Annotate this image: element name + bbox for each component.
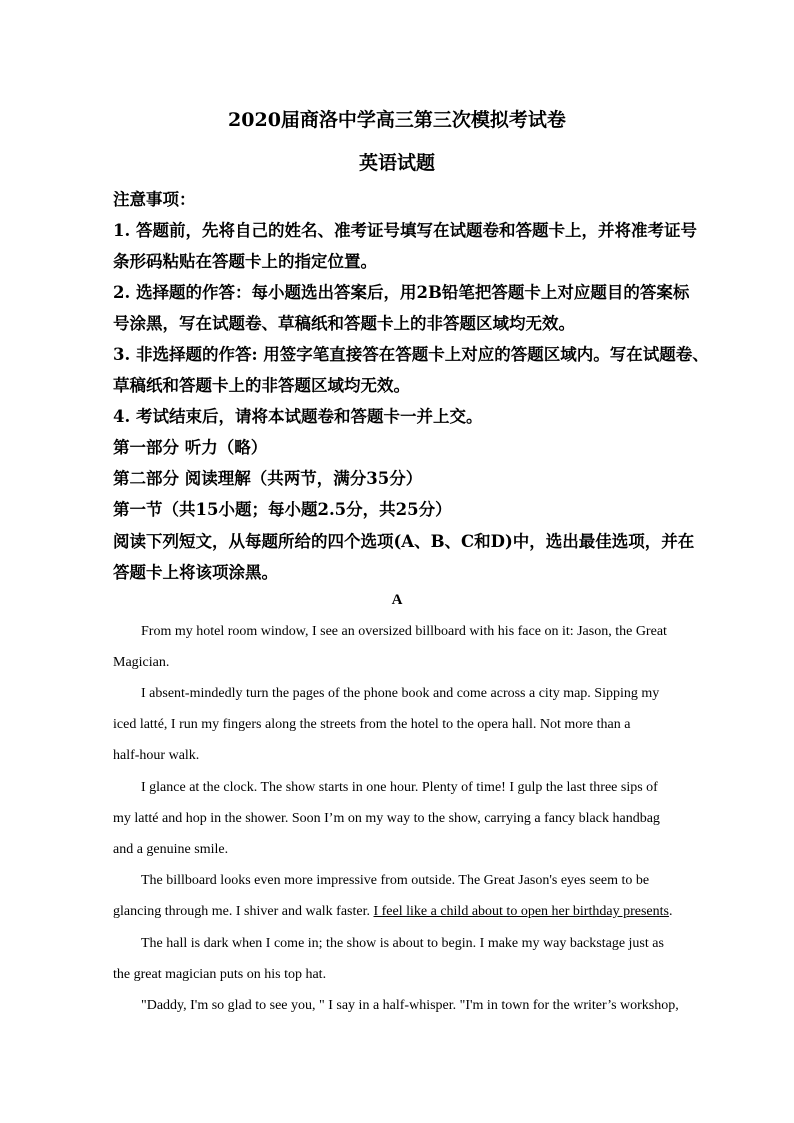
passage-line: The hall is dark when I come in; the show is about to begin. I make my way backstage just as [141, 936, 664, 951]
passage-line: and a genuine smile. [113, 842, 229, 857]
passage-line: the great magician puts on his top hat. [113, 967, 327, 982]
passage-line: The billboard looks even more impressive from outside. The Great Jason's eyes seem to be [141, 873, 650, 888]
part-two-heading: 第二部分 阅读理解（共两节，满分35分） [113, 469, 423, 488]
passage-text: . [668, 904, 673, 919]
note-line: 1. 答题前，先将自己的姓名、准考证号填写在试题卷和答题卡上，并将准考证号 [113, 221, 697, 240]
underlined-sentence: I feel like a child about to open her birthday presents [373, 904, 669, 919]
instruction-line: 答题卡上将该项涂黑。 [113, 563, 278, 582]
passage-line: From my hotel room window, I see an oversized billboard with his face on it: Jason, the Great [141, 624, 667, 639]
section-one-heading: 第一节（共15小题；每小题2.5分，共25分） [113, 500, 452, 519]
passage-line: my latté and hop in the shower. Soon I’m on my way to the show, carrying a fancy black handbag [113, 811, 660, 826]
passage-line: I glance at the clock. The show starts in one hour. Plenty of time! I gulp the last three sips of [141, 780, 658, 795]
passage-line: half-hour walk. [113, 748, 200, 763]
part-one-heading: 第一部分 听力（略） [113, 438, 268, 457]
passage-line: Magician. [113, 655, 170, 670]
passage-label: A [391, 592, 403, 608]
subject-title: 英语试题 [358, 152, 435, 174]
notes-heading: 注意事项： [113, 190, 196, 209]
passage-line: iced latté, I run my fingers along the streets from the hotel to the opera hall. Not more than a [113, 717, 631, 732]
note-line: 2. 选择题的作答：每小题选出答案后，用2B铅笔把答题卡上对应题目的答案标 [113, 283, 690, 302]
passage-line [113, 904, 688, 920]
passage-line: "Daddy, I'm so glad to see you, " I say in a half-whisper. "I'm in town for the writer’s workshop, [141, 998, 679, 1013]
passage-text: glancing through me. I shiver and walk faster. [113, 904, 374, 919]
note-line: 草稿纸和答题卡上的非答题区域均无效。 [113, 376, 410, 395]
exam-title: 2020届商洛中学高三第三次模拟考试卷 [228, 109, 566, 131]
note-line: 号涂黑，写在试题卷、草稿纸和答题卡上的非答题区域均无效。 [113, 314, 575, 333]
note-line: 3. 非选择题的作答: 用签字笔直接答在答题卡上对应的答题区域内。写在试题卷、 [113, 345, 709, 364]
passage-line: I absent-mindedly turn the pages of the phone book and come across a city map. Sipping my [141, 686, 660, 701]
note-line: 条形码粘贴在答题卡上的指定位置。 [113, 252, 377, 271]
note-line: 4. 考试结束后，请将本试题卷和答题卡一并上交。 [113, 407, 483, 426]
instruction-line: 阅读下列短文，从每题所给的四个选项(A、B、C和D)中，选出最佳选项，并在 [113, 532, 695, 551]
